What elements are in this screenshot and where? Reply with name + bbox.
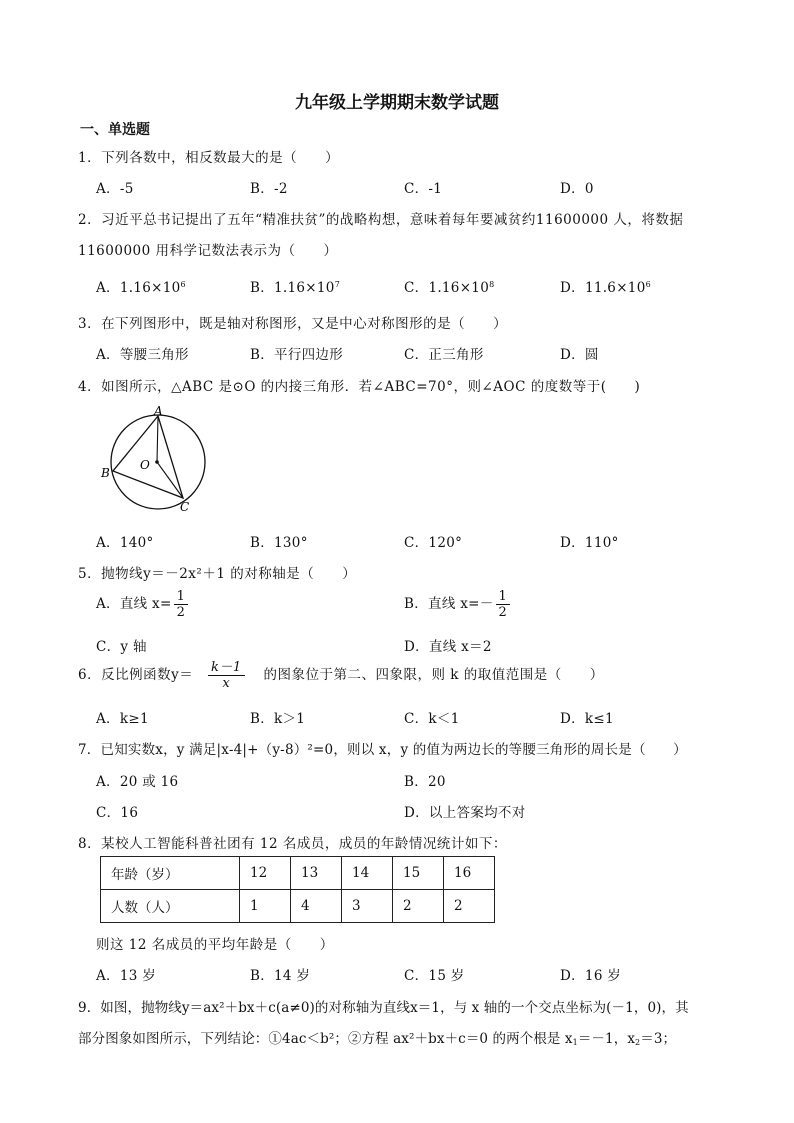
q2-option-b: B．$1.16\times 10^7$: [250, 280, 341, 296]
table-cell: 2: [444, 890, 495, 923]
q5-option-b: B．直线 x=－ $\frac{1}{2}$: [404, 589, 512, 620]
q5-option-c: C．y 轴: [96, 639, 147, 655]
q6-option-a: A．k≥1: [96, 711, 149, 727]
question-4-stem: 4．如图所示，△ABC 是⊙O 的内接三角形．若∠ABC=70°，则∠AOC 的度数等于( ): [78, 379, 641, 395]
table-row: [101, 890, 495, 923]
table-header-age: 年龄（岁）: [101, 857, 240, 890]
table-cell: 4: [291, 890, 342, 923]
q2-option-d: D．$11.6\times 10^6$: [560, 280, 651, 296]
q5-option-a: A．直线 x= $\frac{1}{2}$: [96, 589, 190, 620]
q3-option-a: A．等腰三角形: [96, 347, 189, 363]
label-c: C: [180, 500, 190, 514]
section-heading: 一、单选题: [80, 122, 150, 138]
q4-option-d: D．110°: [560, 535, 619, 551]
label-a: A: [154, 404, 163, 418]
center-point: [155, 460, 159, 464]
label-o: O: [140, 458, 150, 472]
triangle-abc: [113, 416, 183, 498]
q5-option-d: D．直线 x＝2: [404, 639, 492, 655]
q7-option-d: D．以上答案均不对: [404, 805, 526, 821]
table-cell: 1: [240, 890, 291, 923]
inscribed-triangle-figure: [96, 404, 216, 516]
q4-option-c: C．120°: [404, 535, 463, 551]
q7-option-b: B．20: [404, 774, 446, 790]
q1-option-a: A．-5: [96, 181, 134, 197]
q4-option-a: A．140°: [96, 535, 154, 551]
q6-option-c: C．k＜1: [404, 711, 460, 727]
age-table: [100, 856, 495, 923]
question-9-line2: 部分图象如图所示，下列结论：①4ac＜b²；②方程 ax²＋bx＋c＝0 的两个根是 $x_1=-1$，$x_2=3$；: [78, 1031, 677, 1047]
q6-option-b: B．k＞1: [250, 711, 306, 727]
question-8-stem: 8．某校人工智能科普社团有 12 名成员，成员的年龄情况统计如下：: [78, 836, 507, 852]
question-9-line1: 9．如图，抛物线y＝ax²＋bx＋c(a≠0)的对称轴为直线x＝1，与 x 轴的一个交点坐标为(－1，0)，其: [78, 1000, 689, 1016]
q2-option-a: A．$1.16\times 10^6$: [96, 280, 186, 296]
table-cell: 13: [291, 857, 342, 890]
q3-option-b: B．平行四边形: [250, 347, 344, 363]
q8-option-c: C．15 岁: [404, 968, 465, 984]
table-header-count: 人数（人）: [101, 890, 240, 923]
q1-option-b: B．-2: [250, 181, 288, 197]
q7-option-c: C．16: [96, 805, 139, 821]
q3-option-c: C．正三角形: [404, 347, 484, 363]
table-cell: 16: [444, 857, 495, 890]
table-cell: 15: [393, 857, 444, 890]
q3-option-d: D．圆: [560, 347, 599, 363]
question-8-follow: 则这 12 名成员的平均年龄是（ ）: [96, 937, 334, 953]
q8-option-d: D．16 岁: [560, 968, 622, 984]
question-7-stem: 7．已知实数x，y 满足|x-4|+（y-8）²=0，则以 x，y 的值为两边长的等腰三角形的周长是（ ）: [78, 742, 687, 758]
question-2-stem-line1: 2．习近平总书记提出了五年“精准扶贫”的战略构想，意味着每年要减贫约11600000 人，将数据: [78, 212, 684, 228]
q2-option-c: C．$1.16\times 10^8$: [404, 280, 495, 296]
q6-option-d: D．k≤1: [560, 711, 614, 727]
table-cell: 14: [342, 857, 393, 890]
table-cell: 3: [342, 890, 393, 923]
q8-option-a: A．13 岁: [96, 968, 157, 984]
q1-option-c: C．-1: [404, 181, 443, 197]
table-cell: 2: [393, 890, 444, 923]
page-title: 九年级上学期期末数学试题: [295, 93, 499, 113]
segment-oa: [157, 416, 158, 462]
label-b: B: [101, 466, 110, 480]
table-row: [101, 857, 495, 890]
question-5-stem: 5．抛物线y＝－2x²＋1 的对称轴是（ ）: [78, 566, 357, 582]
q7-option-a: A．20 或 16: [96, 774, 179, 790]
question-6-stem: 6．反比例函数y＝ $\frac{k-1}{x}$ 的图象位于第二、四象限，则 k 的取值范围是（ ）: [78, 660, 604, 691]
table-cell: 12: [240, 857, 291, 890]
q1-option-d: D．0: [560, 181, 594, 197]
question-3-stem: 3．在下列图形中，既是轴对称图形，又是中心对称图形的是（ ）: [78, 316, 508, 332]
question-1-stem: 1．下列各数中，相反数最大的是（ ）: [78, 150, 340, 166]
q8-option-b: B．14 岁: [250, 968, 311, 984]
q4-option-b: B．130°: [250, 535, 308, 551]
question-2-stem-line2: 11600000 用科学记数法表示为（ ）: [78, 243, 338, 259]
